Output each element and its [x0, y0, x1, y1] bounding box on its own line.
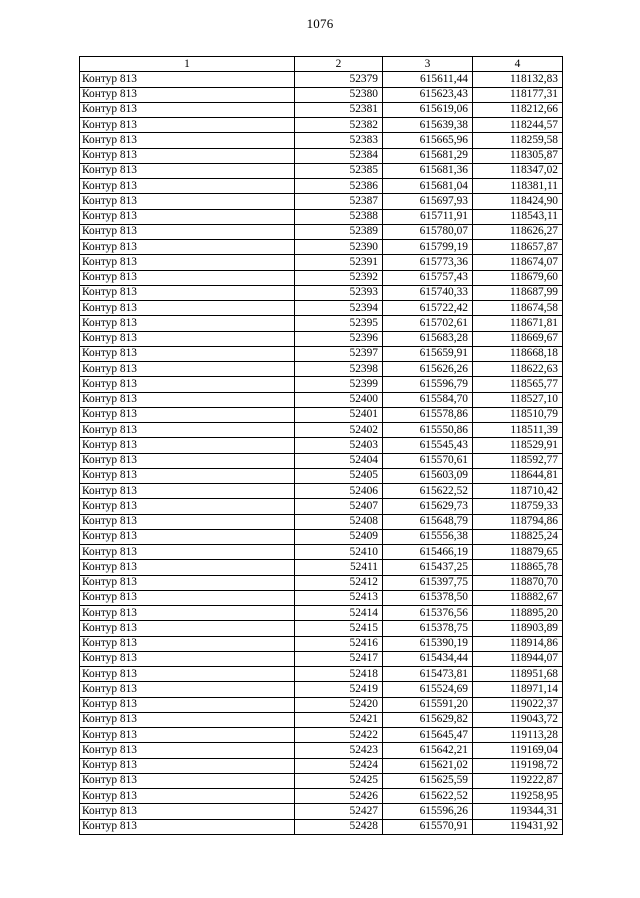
table-row: [80, 163, 563, 178]
table-row: [80, 285, 563, 300]
contour-name-cell: Контур 813: [80, 651, 295, 666]
table-row: [80, 331, 563, 346]
point-number-cell: 52425: [295, 773, 383, 788]
x-coordinate-cell: 615473,81: [383, 667, 473, 682]
y-coordinate-cell: 118511,39: [473, 423, 563, 438]
table-row: [80, 712, 563, 727]
x-coordinate-cell: 615681,36: [383, 163, 473, 178]
table-row: [80, 529, 563, 544]
contour-name-cell: Контур 813: [80, 362, 295, 377]
point-number-cell: 52380: [295, 87, 383, 102]
point-number-cell: 52399: [295, 377, 383, 392]
point-number-cell: 52423: [295, 743, 383, 758]
contour-name-cell: Контур 813: [80, 316, 295, 331]
contour-name-cell: Контур 813: [80, 484, 295, 499]
x-coordinate-cell: 615629,82: [383, 712, 473, 727]
contour-name-cell: Контур 813: [80, 468, 295, 483]
x-coordinate-cell: 615642,21: [383, 743, 473, 758]
point-number-cell: 52414: [295, 606, 383, 621]
point-number-cell: 52400: [295, 392, 383, 407]
table-row: [80, 575, 563, 590]
y-coordinate-cell: 118424,90: [473, 194, 563, 209]
table-row: [80, 148, 563, 163]
x-coordinate-cell: 615648,79: [383, 514, 473, 529]
point-number-cell: 52415: [295, 621, 383, 636]
point-number-cell: 52411: [295, 560, 383, 575]
y-coordinate-cell: 118710,42: [473, 484, 563, 499]
point-number-cell: 52418: [295, 667, 383, 682]
x-coordinate-cell: 615645,47: [383, 728, 473, 743]
y-coordinate-cell: 118244,57: [473, 118, 563, 133]
contour-name-cell: Контур 813: [80, 712, 295, 727]
x-coordinate-cell: 615434,44: [383, 651, 473, 666]
contour-name-cell: Контур 813: [80, 560, 295, 575]
y-coordinate-cell: 118592,77: [473, 453, 563, 468]
y-coordinate-cell: 118971,14: [473, 682, 563, 697]
point-number-cell: 52384: [295, 148, 383, 163]
table-row: [80, 545, 563, 560]
x-coordinate-cell: 615757,43: [383, 270, 473, 285]
contour-name-cell: Контур 813: [80, 87, 295, 102]
x-coordinate-cell: 615378,50: [383, 590, 473, 605]
y-coordinate-cell: 119113,28: [473, 728, 563, 743]
contour-name-cell: Контур 813: [80, 682, 295, 697]
table-row: [80, 728, 563, 743]
point-number-cell: 52387: [295, 194, 383, 209]
y-coordinate-cell: 118825,24: [473, 529, 563, 544]
y-coordinate-cell: 118259,58: [473, 133, 563, 148]
y-coordinate-cell: 118565,77: [473, 377, 563, 392]
x-coordinate-cell: 615550,86: [383, 423, 473, 438]
x-coordinate-cell: 615780,07: [383, 224, 473, 239]
x-coordinate-cell: 615683,28: [383, 331, 473, 346]
contour-name-cell: Контур 813: [80, 728, 295, 743]
table-row: [80, 438, 563, 453]
contour-name-cell: Контур 813: [80, 545, 295, 560]
contour-name-cell: Контур 813: [80, 377, 295, 392]
table-row: [80, 209, 563, 224]
table-row: [80, 423, 563, 438]
table-row: [80, 682, 563, 697]
contour-name-cell: Контур 813: [80, 697, 295, 712]
x-coordinate-cell: 615681,29: [383, 148, 473, 163]
y-coordinate-cell: 118626,27: [473, 224, 563, 239]
point-number-cell: 52422: [295, 728, 383, 743]
point-number-cell: 52428: [295, 819, 383, 834]
y-coordinate-cell: 118381,11: [473, 179, 563, 194]
x-coordinate-cell: 615665,96: [383, 133, 473, 148]
contour-name-cell: Контур 813: [80, 331, 295, 346]
point-number-cell: 52396: [295, 331, 383, 346]
table-row: [80, 804, 563, 819]
contour-name-cell: Контур 813: [80, 804, 295, 819]
point-number-cell: 52382: [295, 118, 383, 133]
table-row: [80, 102, 563, 117]
contour-name-cell: Контур 813: [80, 407, 295, 422]
y-coordinate-cell: 119198,72: [473, 758, 563, 773]
y-coordinate-cell: 118668,18: [473, 346, 563, 361]
x-coordinate-cell: 615437,25: [383, 560, 473, 575]
point-number-cell: 52379: [295, 72, 383, 87]
table-row: [80, 133, 563, 148]
point-number-cell: 52386: [295, 179, 383, 194]
contour-name-cell: Контур 813: [80, 758, 295, 773]
contour-name-cell: Контур 813: [80, 209, 295, 224]
x-coordinate-cell: 615621,02: [383, 758, 473, 773]
table-row: [80, 590, 563, 605]
table-row: [80, 255, 563, 270]
contour-name-cell: Контур 813: [80, 346, 295, 361]
y-coordinate-cell: 118132,83: [473, 72, 563, 87]
y-coordinate-cell: 118895,20: [473, 606, 563, 621]
contour-name-cell: Контур 813: [80, 667, 295, 682]
point-number-cell: 52420: [295, 697, 383, 712]
table-row: [80, 407, 563, 422]
y-coordinate-cell: 118177,31: [473, 87, 563, 102]
x-coordinate-cell: 615619,06: [383, 102, 473, 117]
table-row: [80, 651, 563, 666]
point-number-cell: 52412: [295, 575, 383, 590]
point-number-cell: 52389: [295, 224, 383, 239]
x-coordinate-cell: 615596,79: [383, 377, 473, 392]
table-row: [80, 72, 563, 87]
table-row: [80, 819, 563, 834]
column-header-1: 1: [80, 57, 295, 72]
table-header-row: [80, 57, 563, 72]
point-number-cell: 52426: [295, 789, 383, 804]
x-coordinate-cell: 615390,19: [383, 636, 473, 651]
table-row: [80, 667, 563, 682]
contour-name-cell: Контур 813: [80, 392, 295, 407]
point-number-cell: 52402: [295, 423, 383, 438]
point-number-cell: 52397: [295, 346, 383, 361]
contour-name-cell: Контур 813: [80, 102, 295, 117]
y-coordinate-cell: 119022,37: [473, 697, 563, 712]
table-row: [80, 697, 563, 712]
contour-name-cell: Контур 813: [80, 819, 295, 834]
contour-name-cell: Контур 813: [80, 423, 295, 438]
contour-name-cell: Контур 813: [80, 773, 295, 788]
y-coordinate-cell: 118529,91: [473, 438, 563, 453]
x-coordinate-cell: 615626,26: [383, 362, 473, 377]
y-coordinate-cell: 118657,87: [473, 240, 563, 255]
table-row: [80, 636, 563, 651]
x-coordinate-cell: 615570,61: [383, 453, 473, 468]
contour-name-cell: Контур 813: [80, 453, 295, 468]
contour-name-cell: Контур 813: [80, 285, 295, 300]
y-coordinate-cell: 118944,07: [473, 651, 563, 666]
table-row: [80, 87, 563, 102]
table-row: [80, 789, 563, 804]
x-coordinate-cell: 615623,43: [383, 87, 473, 102]
point-number-cell: 52421: [295, 712, 383, 727]
y-coordinate-cell: 118882,67: [473, 590, 563, 605]
contour-name-cell: Контур 813: [80, 194, 295, 209]
y-coordinate-cell: 118669,67: [473, 331, 563, 346]
point-number-cell: 52404: [295, 453, 383, 468]
table-row: [80, 453, 563, 468]
y-coordinate-cell: 118622,63: [473, 362, 563, 377]
point-number-cell: 52409: [295, 529, 383, 544]
y-coordinate-cell: 118687,99: [473, 285, 563, 300]
x-coordinate-cell: 615639,38: [383, 118, 473, 133]
table-row: [80, 484, 563, 499]
table-row: [80, 224, 563, 239]
table-row: [80, 606, 563, 621]
y-coordinate-cell: 118644,81: [473, 468, 563, 483]
y-coordinate-cell: 118903,89: [473, 621, 563, 636]
table-row: [80, 377, 563, 392]
table-row: [80, 179, 563, 194]
y-coordinate-cell: 118914,86: [473, 636, 563, 651]
y-coordinate-cell: 118543,11: [473, 209, 563, 224]
contour-name-cell: Контур 813: [80, 529, 295, 544]
x-coordinate-cell: 615740,33: [383, 285, 473, 300]
contour-name-cell: Контур 813: [80, 636, 295, 651]
contour-name-cell: Контур 813: [80, 133, 295, 148]
x-coordinate-cell: 615659,91: [383, 346, 473, 361]
point-number-cell: 52413: [295, 590, 383, 605]
x-coordinate-cell: 615524,69: [383, 682, 473, 697]
y-coordinate-cell: 118212,66: [473, 102, 563, 117]
point-number-cell: 52403: [295, 438, 383, 453]
x-coordinate-cell: 615697,93: [383, 194, 473, 209]
contour-name-cell: Контур 813: [80, 179, 295, 194]
x-coordinate-cell: 615596,26: [383, 804, 473, 819]
point-number-cell: 52395: [295, 316, 383, 331]
x-coordinate-cell: 615711,91: [383, 209, 473, 224]
table-row: [80, 240, 563, 255]
point-number-cell: 52388: [295, 209, 383, 224]
x-coordinate-cell: 615799,19: [383, 240, 473, 255]
contour-name-cell: Контур 813: [80, 148, 295, 163]
contour-name-cell: Контур 813: [80, 255, 295, 270]
point-number-cell: 52419: [295, 682, 383, 697]
contour-name-cell: Контур 813: [80, 224, 295, 239]
contour-name-cell: Контур 813: [80, 789, 295, 804]
contour-name-cell: Контур 813: [80, 301, 295, 316]
column-header-3: 3: [383, 57, 473, 72]
y-coordinate-cell: 118510,79: [473, 407, 563, 422]
y-coordinate-cell: 118674,07: [473, 255, 563, 270]
y-coordinate-cell: 119169,04: [473, 743, 563, 758]
y-coordinate-cell: 118870,70: [473, 575, 563, 590]
point-number-cell: 52417: [295, 651, 383, 666]
point-number-cell: 52393: [295, 285, 383, 300]
table-row: [80, 392, 563, 407]
table-row: [80, 514, 563, 529]
contour-name-cell: Контур 813: [80, 118, 295, 133]
x-coordinate-cell: 615611,44: [383, 72, 473, 87]
point-number-cell: 52381: [295, 102, 383, 117]
table-row: [80, 560, 563, 575]
y-coordinate-cell: 118679,60: [473, 270, 563, 285]
point-number-cell: 52410: [295, 545, 383, 560]
point-number-cell: 52416: [295, 636, 383, 651]
point-number-cell: 52401: [295, 407, 383, 422]
x-coordinate-cell: 615378,75: [383, 621, 473, 636]
x-coordinate-cell: 615545,43: [383, 438, 473, 453]
y-coordinate-cell: 118305,87: [473, 148, 563, 163]
x-coordinate-cell: 615570,91: [383, 819, 473, 834]
y-coordinate-cell: 119043,72: [473, 712, 563, 727]
y-coordinate-cell: 119344,31: [473, 804, 563, 819]
y-coordinate-cell: 118759,33: [473, 499, 563, 514]
table-row: [80, 758, 563, 773]
page-number: 1076: [306, 16, 334, 31]
y-coordinate-cell: 118347,02: [473, 163, 563, 178]
point-number-cell: 52394: [295, 301, 383, 316]
x-coordinate-cell: 615466,19: [383, 545, 473, 560]
x-coordinate-cell: 615702,61: [383, 316, 473, 331]
contour-name-cell: Контур 813: [80, 606, 295, 621]
column-header-4: 4: [473, 57, 563, 72]
table-row: [80, 118, 563, 133]
contour-name-cell: Контур 813: [80, 621, 295, 636]
table-row: [80, 346, 563, 361]
contour-name-cell: Контур 813: [80, 270, 295, 285]
x-coordinate-cell: 615722,42: [383, 301, 473, 316]
y-coordinate-cell: 118674,58: [473, 301, 563, 316]
contour-name-cell: Контур 813: [80, 590, 295, 605]
table-row: [80, 743, 563, 758]
y-coordinate-cell: 118951,68: [473, 667, 563, 682]
point-number-cell: 52406: [295, 484, 383, 499]
y-coordinate-cell: 119258,95: [473, 789, 563, 804]
contour-name-cell: Контур 813: [80, 499, 295, 514]
point-number-cell: 52407: [295, 499, 383, 514]
x-coordinate-cell: 615622,52: [383, 789, 473, 804]
table-row: [80, 468, 563, 483]
table-row: [80, 621, 563, 636]
x-coordinate-cell: 615603,09: [383, 468, 473, 483]
x-coordinate-cell: 615773,36: [383, 255, 473, 270]
point-number-cell: 52427: [295, 804, 383, 819]
y-coordinate-cell: 118527,10: [473, 392, 563, 407]
table-row: [80, 270, 563, 285]
x-coordinate-cell: 615625,59: [383, 773, 473, 788]
y-coordinate-cell: 118671,81: [473, 316, 563, 331]
x-coordinate-cell: 615681,04: [383, 179, 473, 194]
table-body: [80, 72, 563, 835]
table-row: [80, 316, 563, 331]
contour-name-cell: Контур 813: [80, 514, 295, 529]
table-row: [80, 194, 563, 209]
point-number-cell: 52390: [295, 240, 383, 255]
contour-name-cell: Контур 813: [80, 163, 295, 178]
contour-name-cell: Контур 813: [80, 240, 295, 255]
contour-name-cell: Контур 813: [80, 743, 295, 758]
table-row: [80, 362, 563, 377]
x-coordinate-cell: 615578,86: [383, 407, 473, 422]
point-number-cell: 52408: [295, 514, 383, 529]
x-coordinate-cell: 615622,52: [383, 484, 473, 499]
point-number-cell: 52391: [295, 255, 383, 270]
point-number-cell: 52398: [295, 362, 383, 377]
y-coordinate-cell: 119431,92: [473, 819, 563, 834]
table-row: [80, 499, 563, 514]
point-number-cell: 52392: [295, 270, 383, 285]
point-number-cell: 52385: [295, 163, 383, 178]
contour-name-cell: Контур 813: [80, 438, 295, 453]
x-coordinate-cell: 615584,70: [383, 392, 473, 407]
column-header-2: 2: [295, 57, 383, 72]
point-number-cell: 52383: [295, 133, 383, 148]
x-coordinate-cell: 615556,38: [383, 529, 473, 544]
table-row: [80, 301, 563, 316]
y-coordinate-cell: 118879,65: [473, 545, 563, 560]
table-row: [80, 773, 563, 788]
x-coordinate-cell: 615629,73: [383, 499, 473, 514]
y-coordinate-cell: 118794,86: [473, 514, 563, 529]
contour-name-cell: Контур 813: [80, 72, 295, 87]
y-coordinate-cell: 118865,78: [473, 560, 563, 575]
contour-name-cell: Контур 813: [80, 575, 295, 590]
x-coordinate-cell: 615376,56: [383, 606, 473, 621]
coordinates-table: [79, 56, 563, 835]
point-number-cell: 52424: [295, 758, 383, 773]
point-number-cell: 52405: [295, 468, 383, 483]
y-coordinate-cell: 119222,87: [473, 773, 563, 788]
x-coordinate-cell: 615397,75: [383, 575, 473, 590]
x-coordinate-cell: 615591,20: [383, 697, 473, 712]
